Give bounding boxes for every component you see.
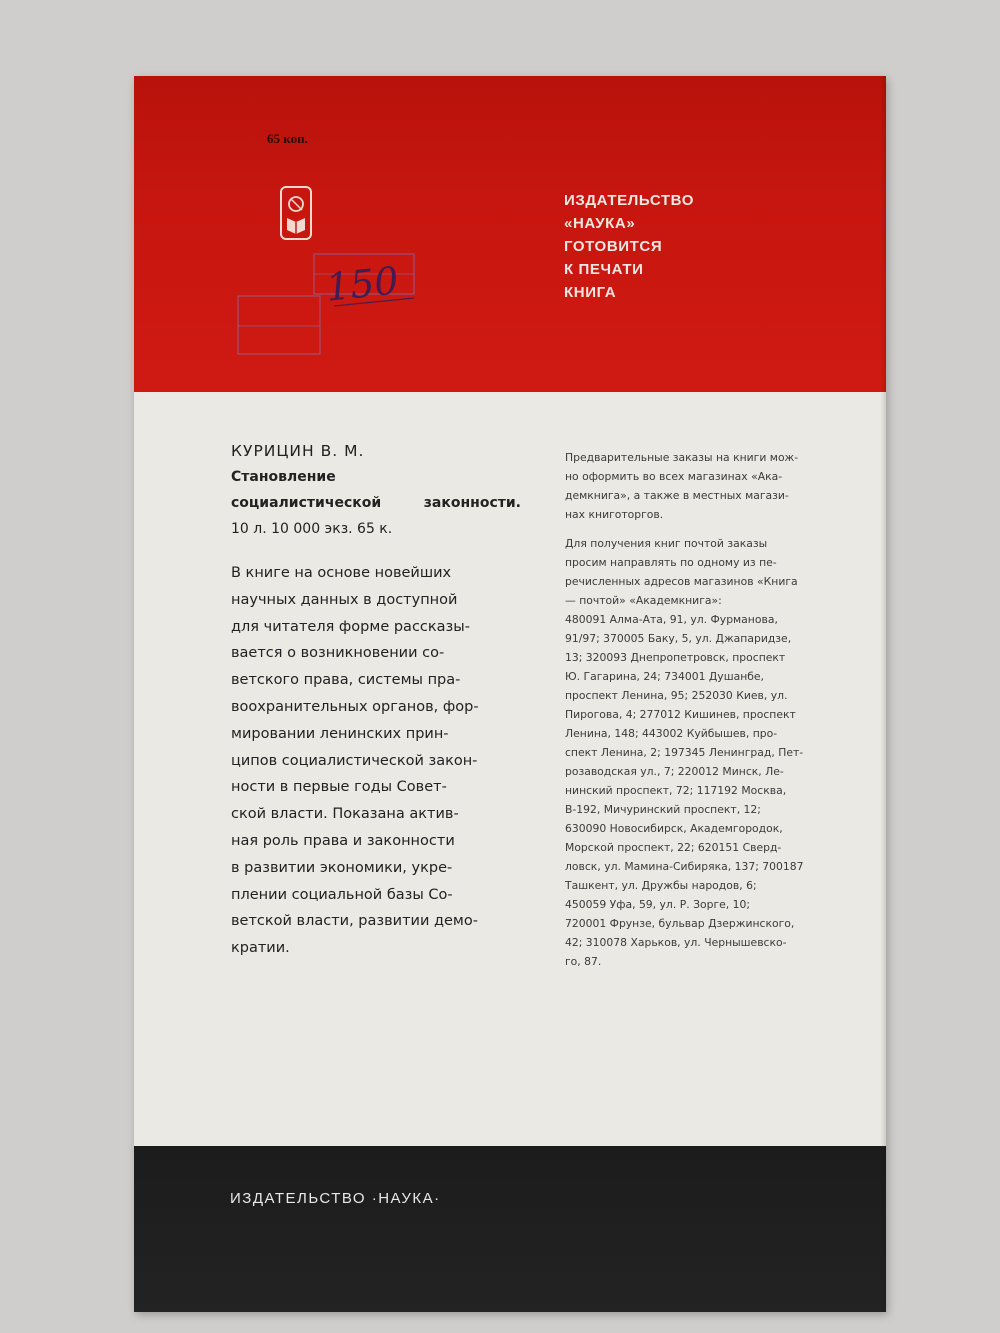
- nauka-logo-icon: [280, 186, 312, 240]
- book-author: КУРИЦИН В. М.: [231, 442, 365, 460]
- description-line: плении социальной базы Со-: [231, 886, 453, 903]
- publisher-name: ИЗДАТЕЛЬСТВО ·НАУКА·: [230, 1190, 441, 1207]
- address-line: нинский проспект, 72; 117192 Москва,: [565, 784, 787, 797]
- title-line: Становление: [231, 469, 336, 485]
- description-line: ципов социалистической закон-: [231, 752, 478, 769]
- description-line: ской власти. Показана актив-: [231, 806, 459, 823]
- address-line: 91/97; 370005 Баку, 5, ул. Джапаридзе,: [565, 632, 792, 645]
- title-line: [231, 490, 521, 516]
- address-line: Ю. Гагарина, 24; 734001 Душанбе,: [565, 670, 764, 683]
- mail-order-paragraph: [565, 534, 843, 610]
- description-line: ветской власти, развитии демо-: [231, 913, 478, 930]
- description-line: кратии.: [231, 940, 290, 957]
- preorder-line: но оформить во всех магазинах «Ака-: [565, 470, 783, 483]
- address-line: В-192, Мичуринский проспект, 12;: [565, 803, 761, 816]
- address-line: розаводская ул., 7; 220012 Минск, Ле-: [565, 765, 784, 778]
- address-line: 42; 310078 Харьков, ул. Чернышевско-: [565, 936, 787, 949]
- address-line: Ташкент, ул. Дружбы народов, 6;: [565, 879, 757, 892]
- description-line: воохранительных органов, фор-: [231, 698, 479, 715]
- description-line: мировании ленинских прин-: [231, 725, 449, 742]
- description-line: В книге на основе новейших: [231, 565, 452, 581]
- price-label: 65 коп.: [267, 131, 308, 146]
- title-word: социалистической: [231, 495, 382, 511]
- description-line: ветского права, системы пра-: [231, 672, 461, 689]
- red-band: [134, 76, 886, 392]
- preorder-paragraph: [565, 448, 843, 524]
- ordering-info-column: [565, 448, 843, 971]
- address-line: Пирогова, 4; 277012 Кишинев, проспект: [565, 708, 796, 721]
- address-line: 720001 Фрунзе, бульвар Дзержинского,: [565, 917, 795, 930]
- description-line: для читателя форме рассказы-: [231, 618, 470, 635]
- title-word: законности.: [423, 495, 521, 511]
- library-stamp: [234, 246, 434, 386]
- announcement-line: ИЗДАТЕЛЬСТВО: [564, 192, 694, 209]
- address-line: 450059 Уфа, 59, ул. Р. Зорге, 10;: [565, 898, 751, 911]
- preorder-line: Предварительные заказы на книги мож-: [565, 451, 799, 464]
- address-line: Ленина, 148; 443002 Куйбышев, про-: [565, 727, 778, 740]
- address-list: [565, 610, 843, 971]
- mail-intro-line: речисленных адресов магазинов «Книга: [565, 575, 798, 588]
- address-line: 630090 Новосибирск, Академгородок,: [565, 822, 783, 835]
- mail-intro-line: — почтой» «Академкнига»:: [565, 594, 722, 607]
- announcement-block: [564, 189, 694, 304]
- book-back-cover: [134, 76, 886, 1312]
- announcement-line: К ПЕЧАТИ: [564, 261, 644, 278]
- address-line: спект Ленина, 2; 197345 Ленинград, Пет-: [565, 746, 804, 759]
- book-info-column: [231, 442, 521, 962]
- announcement-line: ГОТОВИТСЯ: [564, 238, 663, 255]
- stamp-handwritten-number: 150: [323, 258, 401, 310]
- cover-edge-shadow: [880, 76, 886, 1312]
- black-band: [134, 1146, 886, 1312]
- book-description: [231, 560, 521, 962]
- address-line: ловск, ул. Мамина-Сибиряка, 137; 700187: [565, 860, 804, 873]
- address-line: го, 87.: [565, 955, 602, 968]
- book-imprint: 10 л. 10 000 экз. 65 к.: [231, 521, 393, 537]
- description-line: ная роль права и законности: [231, 832, 455, 849]
- address-line: 480091 Алма-Ата, 91, ул. Фурманова,: [565, 613, 778, 626]
- book-title: [231, 464, 521, 516]
- description-line: вается о возникновении со-: [231, 645, 445, 662]
- address-line: проспект Ленина, 95; 252030 Киев, ул.: [565, 689, 788, 702]
- description-line: ности в первые годы Совет-: [231, 779, 447, 796]
- address-line: 13; 320093 Днепропетровск, проспект: [565, 651, 786, 664]
- announcement-line: «НАУКА»: [564, 215, 636, 232]
- preorder-line: демкнига», а также в местных магази-: [565, 489, 789, 502]
- description-line: научных данных в доступной: [231, 591, 458, 608]
- address-line: Морской проспект, 22; 620151 Сверд-: [565, 841, 782, 854]
- description-line: в развитии экономики, укре-: [231, 859, 453, 876]
- announcement-line: КНИГА: [564, 284, 617, 301]
- mail-intro-line: просим направлять по одному из пе-: [565, 556, 777, 569]
- preorder-line: нах книготоргов.: [565, 508, 664, 521]
- mail-intro-line: Для получения книг почтой заказы: [565, 537, 768, 550]
